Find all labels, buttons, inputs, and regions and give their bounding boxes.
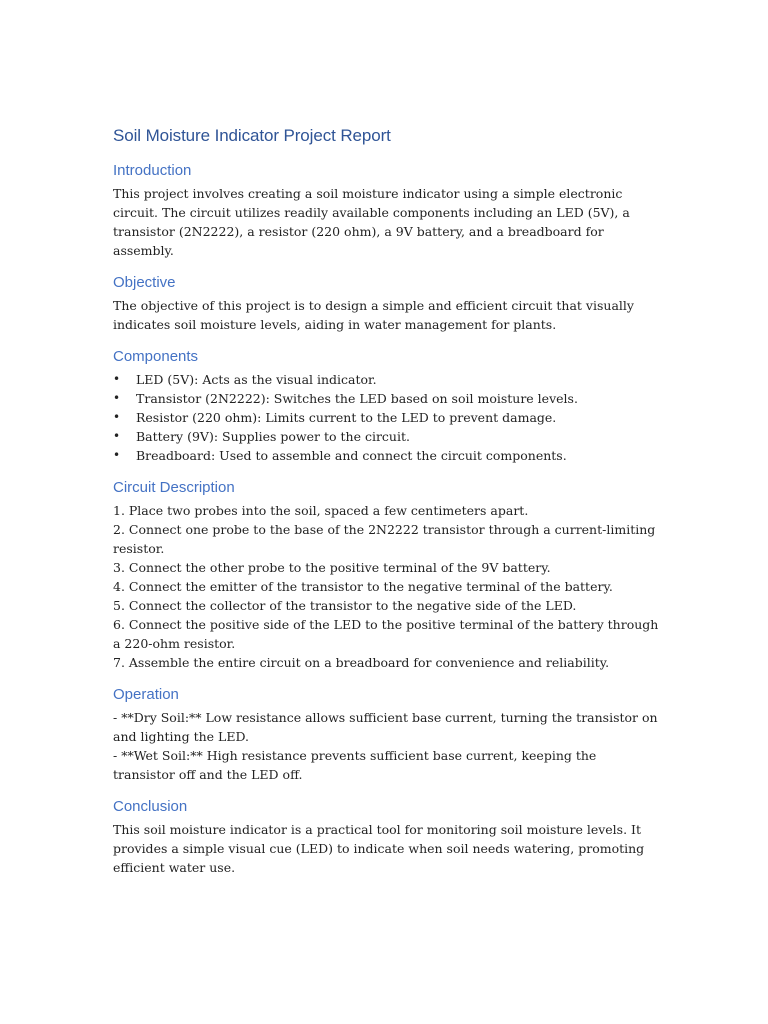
document-page [113,124,661,877]
list-item-text: Battery (9V): Supplies power to the circuit. [136,429,410,444]
components-list [113,370,661,465]
conclusion-text: This soil moisture indicator is a practical tool for monitoring soil moisture levels. It provides a simple visual cue (LED) to indicate when soil needs watering, promoting efficient water use. [113,822,645,875]
operation-heading: Operation [113,686,179,703]
list-item [113,370,661,389]
circuit-description-heading: Circuit Description [113,479,235,496]
circuit-step: 2. Connect one probe to the base of the 2N2222 transistor through a current-limiting resistor. [113,522,656,556]
introduction-heading: Introduction [113,162,192,179]
list-item [113,408,661,427]
circuit-step: 3. Connect the other probe to the positive terminal of the 9V battery. [113,560,551,575]
circuit-step: 4. Connect the emitter of the transistor to the negative terminal of the battery. [113,579,613,594]
circuit-step: 7. Assemble the entire circuit on a breadboard for convenience and reliability. [113,655,610,670]
list-item [113,446,661,465]
operation-line: - **Dry Soil:** Low resistance allows sufficient base current, turning the transistor on and lighting the LED. [113,710,658,744]
circuit-step: 5. Connect the collector of the transistor to the negative side of the LED. [113,598,577,613]
bullet-icon: • [113,410,121,424]
bullet-icon: • [113,372,121,386]
circuit-steps [113,501,661,672]
bullet-icon: • [113,391,121,405]
list-item-text: Resistor (220 ohm): Limits current to the LED to prevent damage. [136,410,557,425]
list-item-text: LED (5V): Acts as the visual indicator. [136,372,377,387]
circuit-step: 6. Connect the positive side of the LED to the positive terminal of the battery through a 220-ohm resistor. [113,617,659,651]
objective-text: The objective of this project is to design a simple and efficient circuit that visually indicates soil moisture levels, aiding in water management for plants. [113,298,634,332]
bullet-icon: • [113,429,121,443]
introduction-text: This project involves creating a soil moisture indicator using a simple electronic circuit. The circuit utilizes readily available components including an LED (5V), a transistor (2N2222), a resistor (220 ohm), a 9V battery, and a breadboard for assembly. [113,186,630,258]
components-heading: Components [113,348,199,365]
operation-lines [113,708,661,784]
conclusion-heading: Conclusion [113,798,188,815]
bullet-icon: • [113,448,121,462]
list-item-text: Breadboard: Used to assemble and connect the circuit components. [136,448,567,463]
operation-line: - **Wet Soil:** High resistance prevents sufficient base current, keeping the transistor off and the LED off. [113,748,597,782]
list-item-text: Transistor (2N2222): Switches the LED based on soil moisture levels. [136,391,578,406]
objective-heading: Objective [113,274,176,291]
list-item [113,389,661,408]
list-item [113,427,661,446]
circuit-step: 1. Place two probes into the soil, spaced a few centimeters apart. [113,503,529,518]
page-title: Soil Moisture Indicator Project Report [113,126,391,145]
